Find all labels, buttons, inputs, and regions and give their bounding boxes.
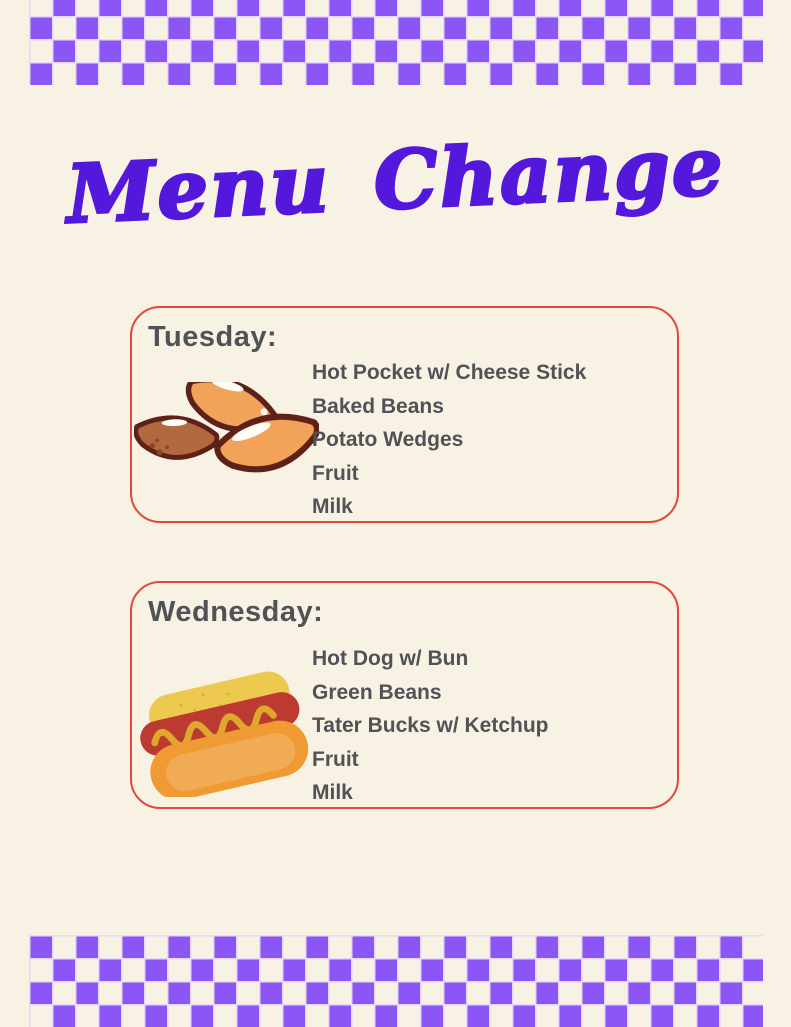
- menu-item: Milk: [312, 495, 353, 518]
- menu-item: Green Beans: [312, 680, 442, 704]
- menu-item: Hot Pocket w/ Cheese Stick: [312, 361, 587, 384]
- menu-item: Tater Bucks w/ Ketchup: [312, 714, 549, 737]
- checker-border-bottom: [29, 935, 763, 1027]
- menu-item: Milk: [312, 781, 353, 804]
- menu-card-tuesday: [130, 306, 679, 523]
- day-heading-tuesday: Tuesday:: [148, 321, 278, 353]
- menu-item: Fruit: [312, 747, 359, 771]
- menu-item: Fruit: [312, 461, 359, 485]
- menu-items-tuesday: [312, 356, 586, 524]
- potato-wedges-icon: [134, 382, 319, 494]
- page-title: Menu Change: [64, 118, 727, 242]
- menu-item: Hot Dog w/ Bun: [312, 647, 469, 670]
- menu-items-wednesday: [312, 642, 549, 810]
- menu-item: Baked Beans: [312, 394, 444, 418]
- menu-card-wednesday: [130, 581, 679, 809]
- day-heading-wednesday: Wednesday:: [148, 596, 324, 628]
- menu-item: Potato Wedges: [312, 428, 464, 451]
- hot-dog-icon: [135, 655, 309, 797]
- checker-border-top: [29, 0, 763, 85]
